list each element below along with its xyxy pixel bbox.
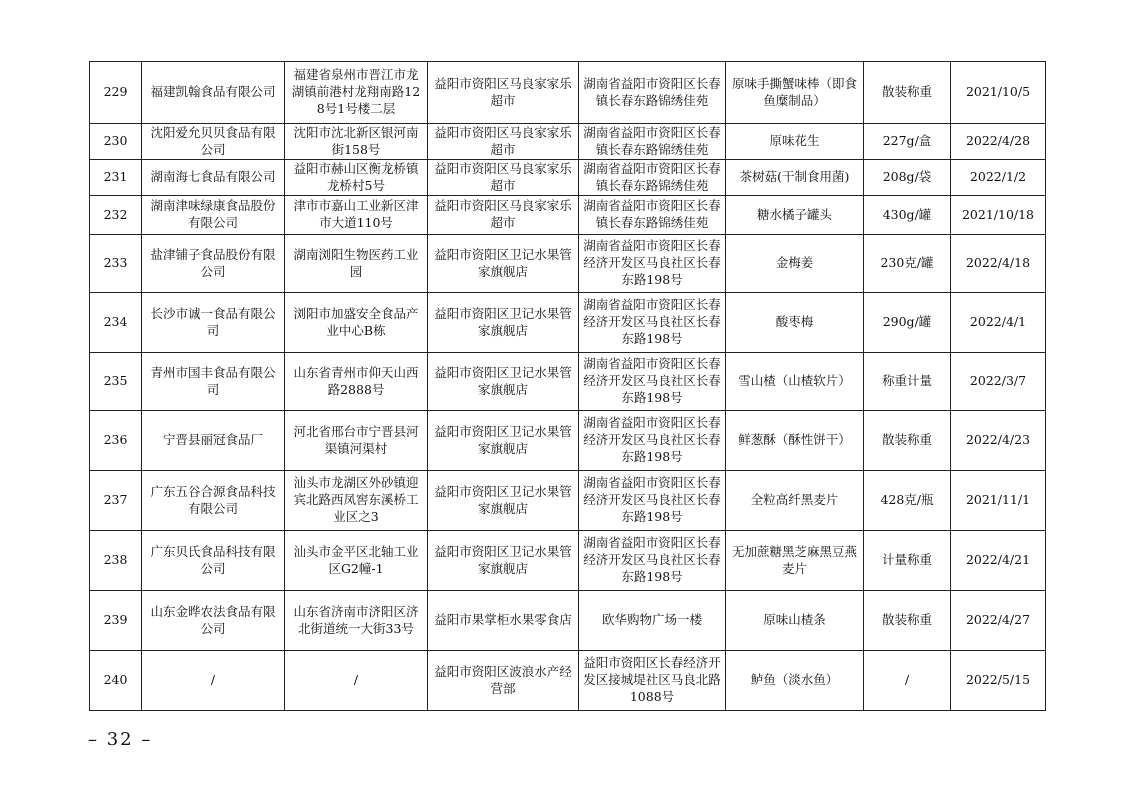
seller-address: 湖南省益阳市资阳区长春经济开发区马良社区长春东路198号 [579,531,726,591]
seller-name: 益阳市资阳区卫记水果管家旗舰店 [428,471,579,531]
product-spec: 290g/罐 [864,293,951,353]
page-number: – 32 – [88,729,153,750]
row-number: 239 [90,591,142,651]
seller-address: 湖南省益阳市资阳区长春镇长春东路锦绣佳苑 [579,196,726,235]
producer-name: 盐津铺子食品股份有限公司 [142,235,285,293]
row-number: 229 [90,62,142,124]
table-row [90,124,1046,160]
production-date: 2022/3/7 [951,353,1046,411]
table-row [90,591,1046,651]
row-number: 231 [90,160,142,196]
seller-address: 湖南省益阳市资阳区长春经济开发区马良社区长春东路198号 [579,293,726,353]
producer-name: 广东贝氏食品科技有限公司 [142,531,285,591]
producer-name: 山东金晔农法食品有限公司 [142,591,285,651]
seller-name: 益阳市资阳区卫记水果管家旗舰店 [428,353,579,411]
seller-address: 湖南省益阳市资阳区长春镇长春东路锦绣佳苑 [579,62,726,124]
row-number: 230 [90,124,142,160]
seller-name: 益阳市资阳区卫记水果管家旗舰店 [428,531,579,591]
producer-name: 湖南津味绿康食品股份有限公司 [142,196,285,235]
product-name: 原味花生 [726,124,864,160]
seller-name: 益阳市资阳区卫记水果管家旗舰店 [428,293,579,353]
seller-name: 益阳市资阳区马良家家乐超市 [428,62,579,124]
row-number: 233 [90,235,142,293]
table-row [90,62,1046,124]
product-name: 雪山楂（山楂软片） [726,353,864,411]
producer-name: 宁晋县丽冠食品厂 [142,411,285,471]
product-spec: 散装称重 [864,62,951,124]
seller-name: 益阳市资阳区马良家家乐超市 [428,124,579,160]
product-name: 无加蔗糖黑芝麻黑豆燕麦片 [726,531,864,591]
product-spec: 208g/袋 [864,160,951,196]
seller-address: 湖南省益阳市资阳区长春经济开发区马良社区长春东路198号 [579,235,726,293]
product-spec: 称重计量 [864,353,951,411]
product-name: 全粒高纤黑麦片 [726,471,864,531]
table-row [90,411,1046,471]
producer-address: 汕头市金平区北轴工业区G2幢-1 [285,531,428,591]
product-name: 原味手撕蟹味棒（即食鱼糜制品） [726,62,864,124]
product-spec: 230克/罐 [864,235,951,293]
producer-address: / [285,651,428,711]
row-number: 237 [90,471,142,531]
product-name: 原味山楂条 [726,591,864,651]
producer-address: 山东省青州市仰天山西路2888号 [285,353,428,411]
seller-address: 湖南省益阳市资阳区长春镇长春东路锦绣佳苑 [579,160,726,196]
producer-address: 河北省邢台市宁晋县河渠镇河渠村 [285,411,428,471]
table-row [90,293,1046,353]
product-spec: 227g/盒 [864,124,951,160]
product-spec: 430g/罐 [864,196,951,235]
production-date: 2022/4/21 [951,531,1046,591]
seller-name: 益阳市资阳区卫记水果管家旗舰店 [428,235,579,293]
producer-name: 沈阳爱允贝贝食品有限公司 [142,124,285,160]
product-name: 糖水橘子罐头 [726,196,864,235]
producer-name: 青州市国丰食品有限公司 [142,353,285,411]
seller-address: 湖南省益阳市资阳区长春经济开发区马良社区长春东路198号 [579,411,726,471]
production-date: 2022/4/27 [951,591,1046,651]
producer-address: 汕头市龙湖区外砂镇迎宾北路西凤窖东溪桥工业区之3 [285,471,428,531]
seller-name: 益阳市资阳区马良家家乐超市 [428,160,579,196]
producer-address: 沈阳市沈北新区银河南街158号 [285,124,428,160]
seller-name: 益阳市果掌柜水果零食店 [428,591,579,651]
producer-name: / [142,651,285,711]
seller-name: 益阳市资阳区波浪水产经营部 [428,651,579,711]
production-date: 2022/5/15 [951,651,1046,711]
producer-address: 浏阳市加盛安全食品产业中心B栋 [285,293,428,353]
seller-address: 欧华购物广场一楼 [579,591,726,651]
row-number: 235 [90,353,142,411]
seller-name: 益阳市资阳区卫记水果管家旗舰店 [428,411,579,471]
seller-name: 益阳市资阳区马良家家乐超市 [428,196,579,235]
table-row [90,235,1046,293]
table-row [90,531,1046,591]
producer-name: 福建凯翰食品有限公司 [142,62,285,124]
table-row [90,160,1046,196]
seller-address: 益阳市资阳区长春经济开发区接城堤社区马良北路1088号 [579,651,726,711]
row-number: 236 [90,411,142,471]
producer-address: 福建省泉州市晋江市龙湖镇前港村龙翔南路128号1号楼二层 [285,62,428,124]
table-row [90,353,1046,411]
table-row [90,651,1046,711]
product-name: 茶树菇(干制食用菌) [726,160,864,196]
producer-name: 湖南海七食品有限公司 [142,160,285,196]
seller-address: 湖南省益阳市资阳区长春镇长春东路锦绣佳苑 [579,124,726,160]
table-row [90,471,1046,531]
producer-name: 广东五谷合源食品科技有限公司 [142,471,285,531]
production-date: 2022/1/2 [951,160,1046,196]
row-number: 238 [90,531,142,591]
product-name: 酸枣梅 [726,293,864,353]
producer-address: 津市市嘉山工业新区津市大道110号 [285,196,428,235]
product-spec: 计量称重 [864,531,951,591]
table-body [90,62,1046,711]
product-spec: 428克/瓶 [864,471,951,531]
producer-address: 益阳市赫山区衡龙桥镇龙桥村5号 [285,160,428,196]
row-number: 232 [90,196,142,235]
seller-address: 湖南省益阳市资阳区长春经济开发区马良社区长春东路198号 [579,471,726,531]
producer-name: 长沙市诚一食品有限公司 [142,293,285,353]
production-date: 2022/4/1 [951,293,1046,353]
production-date: 2021/11/1 [951,471,1046,531]
production-date: 2022/4/23 [951,411,1046,471]
producer-address: 山东省济南市济阳区济北街道统一大街33号 [285,591,428,651]
table-row [90,196,1046,235]
product-name: 鲜葱酥（酥性饼干） [726,411,864,471]
producer-address: 湖南浏阳生物医药工业园 [285,235,428,293]
production-date: 2021/10/18 [951,196,1046,235]
product-spec: 散装称重 [864,411,951,471]
row-number: 234 [90,293,142,353]
product-spec: / [864,651,951,711]
row-number: 240 [90,651,142,711]
production-date: 2021/10/5 [951,62,1046,124]
seller-address: 湖南省益阳市资阳区长春经济开发区马良社区长春东路198号 [579,353,726,411]
product-spec: 散装称重 [864,591,951,651]
production-date: 2022/4/28 [951,124,1046,160]
product-name: 鲈鱼（淡水鱼） [726,651,864,711]
product-name: 金梅姜 [726,235,864,293]
production-date: 2022/4/18 [951,235,1046,293]
results-table [89,61,1046,711]
